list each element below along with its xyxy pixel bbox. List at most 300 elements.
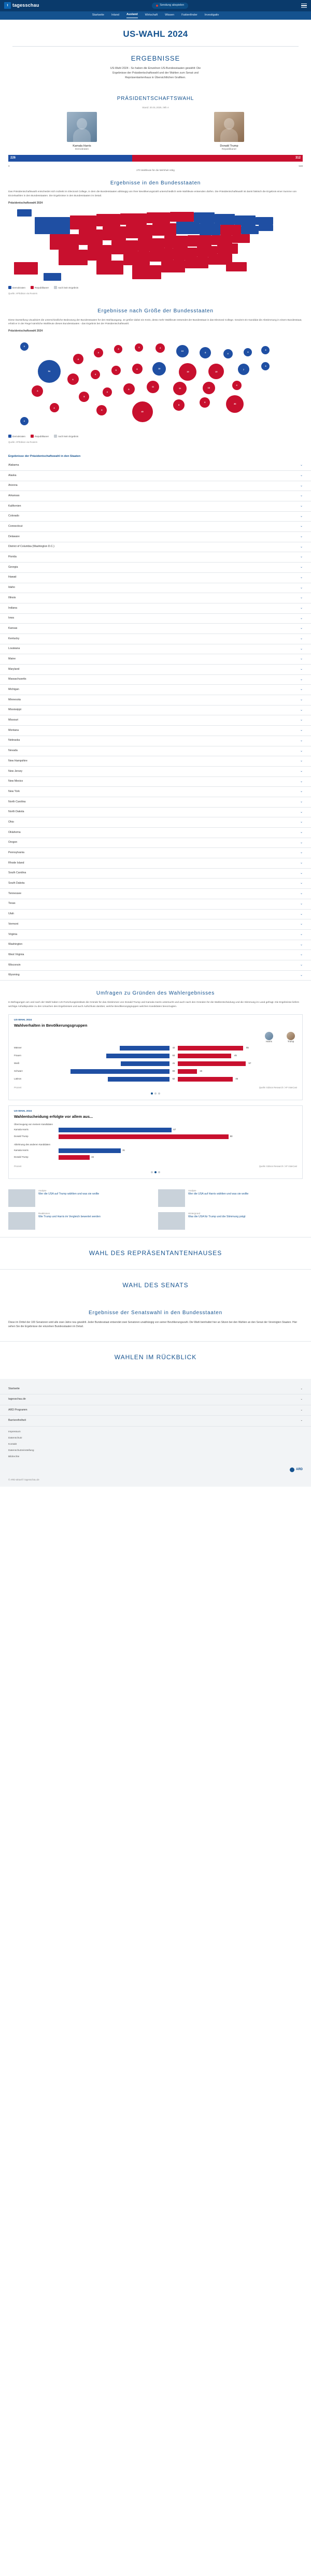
chevron-down-icon[interactable]: ⌄ <box>300 729 303 732</box>
chevron-down-icon[interactable]: ⌄ <box>300 892 303 896</box>
bubble-state[interactable]: 11 <box>173 382 187 395</box>
legend-item-none: noch kein Ergebnis <box>54 435 78 439</box>
us-electoral-bubble-map[interactable] <box>8 334 303 433</box>
bubble-state[interactable]: 8 <box>200 347 211 358</box>
carousel-dot-2[interactable] <box>154 1092 157 1095</box>
carousel-dot-3[interactable] <box>158 1092 160 1095</box>
state-cell[interactable] <box>185 257 208 269</box>
teaser-title[interactable]: Wer die USA auf Harris wählten und was sie wollte <box>188 1192 249 1196</box>
teaser-kicker: Analyse <box>188 1189 196 1192</box>
chevron-down-icon[interactable]: ⌄ <box>300 555 303 559</box>
series-trump <box>287 1032 295 1043</box>
chart-kicker: US-WAHL 2024 <box>14 1018 32 1021</box>
state-cell[interactable] <box>220 225 241 235</box>
carousel-dot-1[interactable] <box>151 1171 153 1173</box>
state-row[interactable]: Alaska ⌄ <box>0 471 311 481</box>
electoral-result-bar <box>0 152 311 164</box>
teaser-card[interactable] <box>8 1189 153 1207</box>
state-cell[interactable] <box>35 217 70 234</box>
state-cell[interactable] <box>164 236 188 248</box>
chevron-down-icon[interactable]: ⌄ <box>300 718 303 722</box>
chevron-down-icon[interactable]: ⌄ <box>300 545 303 549</box>
section-heading-ergebnisse: ERGEBNISSE <box>131 54 180 62</box>
majority-note: 270 Wahlleute für die Mehrheit nötig <box>136 169 175 172</box>
page-intro <box>40 66 271 80</box>
chevron-down-icon[interactable]: ⌄ <box>300 831 303 834</box>
nav-item-faktenfinder[interactable]: Faktenfinder <box>181 13 197 17</box>
chart-source: Quelle: Edison Research / AP VoteCast <box>259 1086 297 1089</box>
bubble-state[interactable]: 10 <box>152 362 166 376</box>
bubble-state[interactable]: 5 <box>111 366 121 375</box>
chart-card-wahlentscheidung <box>8 1105 303 1179</box>
nav-item-wirtschaft[interactable]: Wirtschaft <box>145 13 158 17</box>
copyright: © ARD-aktuell / tagesschau.de <box>8 1478 39 1481</box>
map-legend <box>8 286 303 290</box>
bubble-state[interactable]: 54 <box>38 360 61 383</box>
row-label: Männer <box>14 1046 22 1049</box>
nav-item-investigativ[interactable]: Investigativ <box>204 13 219 17</box>
map-bubbles-source: Quelle: AP/Edison via Reuters <box>8 441 38 444</box>
bubble-state[interactable]: 4 <box>232 381 242 390</box>
chevron-down-icon[interactable]: ⌄ <box>300 464 303 467</box>
state-row[interactable]: Massachusetts ⌄ <box>0 675 311 685</box>
harris-portrait <box>67 112 97 142</box>
chart-source: Quelle: Edison Research / AP VoteCast <box>259 1164 297 1168</box>
teaser-title[interactable]: Wer die USA auf Trump wählten und was sie wollte <box>38 1192 100 1196</box>
bubble-state[interactable]: 9 <box>200 397 210 408</box>
state-cell[interactable] <box>256 217 273 225</box>
state-row[interactable]: Maine ⌄ <box>0 654 311 665</box>
chevron-down-icon[interactable]: ⌄ <box>300 963 303 967</box>
bubble-state[interactable]: 16 <box>203 382 215 394</box>
bubble-state[interactable]: 8 <box>173 399 185 411</box>
state-row[interactable]: Delaware ⌄ <box>0 532 311 542</box>
row-label: Kamala Harris <box>14 1128 29 1131</box>
state-cell[interactable] <box>241 226 259 235</box>
bubble-state[interactable]: 5 <box>96 405 107 415</box>
map-bubbles-description: Diese Darstellung visualisiert die unterschiedliche Bedeutung der Bundesstaaten für den Wahlausgang. Je größer dabei ein Kreis, desto mehr Wahlleute entsendet der Bundesstaat in das Electoral College. Gewinnt ein Kandidat die Abstimmung in einem Bundesstaat, erhält er in der Regel sämtliche Wahlleute dieses Bundesstaates - das Ergebnis bei der Präsidentschaftswahl. <box>8 319 302 326</box>
state-cell[interactable] <box>200 223 220 235</box>
state-row[interactable]: Nebraska ⌄ <box>0 736 311 746</box>
footer-link-impressum[interactable]: Impressum <box>8 1430 21 1433</box>
bubble-state[interactable]: 10 <box>176 345 189 357</box>
chevron-down-icon[interactable]: ⌄ <box>300 668 303 671</box>
chevron-down-icon[interactable]: ⌄ <box>300 800 303 803</box>
state-row[interactable]: District of Columbia (Washington D.C.) ⌄ <box>0 542 311 553</box>
state-row[interactable]: North Carolina ⌄ <box>0 797 311 808</box>
footer-row[interactable]: Startseite ⌄ <box>0 1384 311 1395</box>
footer-bottom <box>0 1463 311 1478</box>
chevron-down-icon[interactable]: ⌄ <box>300 708 303 712</box>
chart-unit: Prozent <box>14 1086 22 1089</box>
bubble-state[interactable]: 4 <box>103 387 112 397</box>
state-row[interactable]: Louisiana ⌄ <box>0 644 311 655</box>
state-cell[interactable] <box>79 229 102 245</box>
chevron-down-icon[interactable]: ⌄ <box>300 912 303 916</box>
state-row[interactable]: Wisconsin ⌄ <box>0 960 311 971</box>
state-list-heading: Ergebnisse der Präsidentschaftswahl in den Staaten <box>8 455 81 458</box>
state-cell[interactable] <box>217 243 238 254</box>
chevron-down-icon[interactable]: ⌄ <box>300 616 303 620</box>
bubble-state[interactable]: 6 <box>67 373 79 385</box>
intro-line-1: US-Wahl 2024 - So haben die Einzelnen US-Bundesstaaten gewählt: Die <box>110 67 201 70</box>
heading-senat: WAHL DES SENATS <box>122 1282 189 1289</box>
teaser-kicker: Hintergrund <box>188 1212 200 1215</box>
state-row[interactable]: Kansas ⌄ <box>0 624 311 634</box>
bubble-state[interactable]: 3 <box>135 343 143 352</box>
top-bar <box>0 0 311 11</box>
map-bubbles-legend <box>8 435 303 439</box>
state-cell[interactable] <box>235 215 256 226</box>
nav-item-startseite[interactable]: Startseite <box>92 13 104 17</box>
chevron-down-icon[interactable]: ⌄ <box>300 514 303 518</box>
state-row[interactable]: South Carolina ⌄ <box>0 869 311 879</box>
site-logo[interactable] <box>4 2 39 9</box>
bubble-state[interactable]: 5 <box>79 392 89 402</box>
state-cell[interactable] <box>96 261 123 275</box>
chevron-down-icon[interactable]: ⌄ <box>300 525 303 528</box>
state-cell[interactable] <box>96 214 120 226</box>
chevron-down-icon[interactable]: ⌄ <box>300 902 303 905</box>
hero <box>0 20 311 90</box>
result-status: Stand: 20.01.2025, 08h A <box>142 106 169 109</box>
hamburger-icon[interactable] <box>301 4 307 8</box>
footer-links <box>0 1427 311 1463</box>
teaser-card[interactable] <box>8 1212 153 1230</box>
chevron-down-icon[interactable]: ⌄ <box>300 851 303 855</box>
chevron-down-icon[interactable]: ⌄ <box>300 780 303 783</box>
chart-plot <box>14 1045 297 1082</box>
intro-line-3: Repräsentantenhaus in Übersichtlichen Grafiken. <box>125 76 186 79</box>
state-row[interactable]: Georgia ⌄ <box>0 563 311 573</box>
group-label: Ablehnung des anderen Kandidaten <box>14 1143 51 1146</box>
teaser-image <box>8 1212 35 1230</box>
state-row[interactable]: Minnesota ⌄ <box>0 695 311 706</box>
main-nav <box>0 11 311 20</box>
chevron-down-icon[interactable]: ⌄ <box>300 473 303 477</box>
state-row[interactable]: Arkansas ⌄ <box>0 491 311 501</box>
bubble-state[interactable]: 6 <box>73 354 83 364</box>
legend-item-dem: Demokraten <box>8 286 25 290</box>
chevron-down-icon[interactable]: ⌄ <box>300 943 303 946</box>
bubble-state[interactable]: 7 <box>238 364 249 375</box>
state-row[interactable]: Michigan ⌄ <box>0 685 311 695</box>
chevron-down-icon[interactable]: ⌄ <box>300 923 303 926</box>
bubble-state[interactable]: 4 <box>50 403 59 412</box>
state-row[interactable]: Colorado ⌄ <box>0 512 311 522</box>
bubble-state[interactable]: 4 <box>91 370 100 379</box>
chevron-down-icon[interactable]: ⌄ <box>300 882 303 885</box>
candidate-name: Kamala Harris <box>73 144 91 148</box>
teaser-kicker: Reaktionen <box>38 1212 50 1215</box>
state-row[interactable]: Washington ⌄ <box>0 940 311 951</box>
teaser-title[interactable]: Wie Trump und Harris im Vergleich bewertet werden <box>38 1215 101 1219</box>
candidate-party: Demokraten <box>75 148 89 151</box>
state-row[interactable]: Connecticut ⌄ <box>0 522 311 532</box>
state-row[interactable]: Florida ⌄ <box>0 552 311 563</box>
chevron-down-icon[interactable]: ⌄ <box>300 1408 303 1412</box>
state-row[interactable]: Nevada ⌄ <box>0 746 311 757</box>
state-row[interactable]: Ohio ⌄ <box>0 817 311 828</box>
chevron-down-icon[interactable]: ⌄ <box>300 1398 303 1401</box>
live-area <box>43 3 298 9</box>
state-row[interactable]: Tennessee ⌄ <box>0 889 311 899</box>
carousel-dot-1[interactable] <box>151 1092 153 1095</box>
state-cell[interactable] <box>188 235 211 247</box>
row-label: Kamala Harris <box>14 1148 29 1152</box>
footer-row[interactable]: tagesschau.de ⌄ <box>0 1394 311 1405</box>
chevron-down-icon[interactable]: ⌄ <box>300 810 303 814</box>
map-states-label: Präsidentschaftswahl 2024 <box>8 201 43 205</box>
chevron-down-icon[interactable]: ⌄ <box>300 953 303 957</box>
state-row[interactable]: Rhode Island ⌄ <box>0 858 311 869</box>
state-row[interactable]: Arizona ⌄ <box>0 481 311 492</box>
chevron-down-icon[interactable]: ⌄ <box>300 698 303 702</box>
state-cell[interactable] <box>152 223 176 236</box>
state-cell[interactable] <box>226 262 247 271</box>
state-row[interactable]: Indiana ⌄ <box>0 603 311 614</box>
chevron-down-icon[interactable]: ⌄ <box>300 769 303 773</box>
state-row[interactable]: Montana ⌄ <box>0 726 311 736</box>
teaser-kicker: Analyse <box>38 1189 47 1192</box>
ard-logo[interactable] <box>290 1467 303 1472</box>
state-row[interactable]: New Hampshire ⌄ <box>0 756 311 767</box>
chevron-down-icon[interactable]: ⌄ <box>300 566 303 569</box>
chart-series-legend <box>14 1032 297 1043</box>
state-row[interactable]: Hawaii ⌄ <box>0 573 311 583</box>
row-label: Latinos <box>14 1077 22 1081</box>
row-label: Frauen <box>14 1054 21 1057</box>
series-name: Harris <box>266 1040 272 1043</box>
carousel-dots[interactable] <box>14 1171 297 1173</box>
teaser-title[interactable]: Was die USA für Trump und die Stimmung prägt <box>188 1215 246 1219</box>
harris-mini-photo <box>265 1032 273 1040</box>
state-cell[interactable] <box>70 215 96 229</box>
state-cell[interactable] <box>150 248 173 262</box>
heading-umfragen: Umfragen zu Gründen des Wahlergebnisses <box>96 990 215 997</box>
chevron-down-icon[interactable]: ⌄ <box>300 1387 303 1390</box>
site-logo-text: tagesschau <box>12 3 39 8</box>
play-live-button[interactable] <box>152 3 188 9</box>
chevron-down-icon[interactable]: ⌄ <box>300 749 303 753</box>
state-row[interactable]: Mississippi ⌄ <box>0 706 311 716</box>
bubble-state[interactable]: 4 <box>94 348 103 357</box>
page-title: US-WAHL 2024 <box>123 29 188 39</box>
chevron-down-icon[interactable]: ⌄ <box>300 821 303 824</box>
chevron-down-icon[interactable]: ⌄ <box>300 596 303 600</box>
chevron-down-icon[interactable]: ⌄ <box>300 841 303 844</box>
state-cell[interactable] <box>132 265 162 279</box>
map-bubbles-label: Präsidentschaftswahl 2024 <box>8 329 43 333</box>
senate-states-block <box>0 1301 311 1341</box>
result-scale <box>0 164 311 168</box>
state-cell[interactable] <box>120 213 147 225</box>
state-cell[interactable] <box>176 222 200 234</box>
state-row[interactable]: Oklahoma ⌄ <box>0 828 311 838</box>
teaser-card[interactable] <box>158 1212 303 1230</box>
footer-row[interactable]: Barrierefreiheit ⌄ <box>0 1416 311 1427</box>
footer-link-datenschutzeinstellung[interactable]: Datenschutzeinstellung <box>8 1449 34 1452</box>
state-cell[interactable] <box>44 273 61 281</box>
state-row[interactable]: Iowa ⌄ <box>0 614 311 624</box>
trump-portrait <box>214 112 244 142</box>
state-cell[interactable] <box>17 209 32 217</box>
nav-item-wissen[interactable]: Wissen <box>165 13 175 17</box>
teaser-card[interactable] <box>158 1189 303 1207</box>
footer-link-kontakt[interactable]: Kontakt <box>8 1443 17 1446</box>
series-harris <box>265 1032 273 1043</box>
state-cell[interactable] <box>170 212 193 222</box>
footer-link-bildrechte[interactable]: Bildrechte <box>8 1455 20 1458</box>
state-cell[interactable] <box>59 250 88 265</box>
bubble-state[interactable]: 6 <box>32 385 43 397</box>
teaser-image <box>158 1212 185 1230</box>
state-row[interactable]: Utah ⌄ <box>0 910 311 920</box>
bubble-state[interactable]: 4 <box>223 349 233 358</box>
nav-item-inland[interactable]: Inland <box>111 13 119 17</box>
chevron-down-icon[interactable]: ⌄ <box>300 637 303 640</box>
bar-rep-value: 312 <box>132 155 303 162</box>
state-cell[interactable] <box>259 225 273 231</box>
bubble-state[interactable]: 40 <box>132 401 153 422</box>
bubble-state[interactable]: 3 <box>261 362 270 370</box>
state-row[interactable]: New Jersey ⌄ <box>0 767 311 777</box>
senate-states-description: Diese im Drittel der 100 Senatoren wird alle zwei Jahre neu gewählt. Jeder Bundesstaat entsendet zwei Senatoren unabhängig von seiner Bevölkerungszahl. Die Wahl beinhaltet hier an Sitzen bei den Wahlen an den Senat der Vereinigten Staaten. Hier sehen Sie die Ergebnisse der einzelnen Bundesstaaten im Detail. <box>8 1320 298 1329</box>
state-row[interactable]: New York ⌄ <box>0 787 311 797</box>
row-label: Donald Trump <box>14 1135 29 1138</box>
intro-line-2: Ergebnisse der Präsidentschaftswahl und der Wahlen zum Senat und <box>112 71 199 75</box>
chevron-down-icon[interactable]: ⌄ <box>300 678 303 681</box>
chevron-down-icon[interactable]: ⌄ <box>300 586 303 589</box>
section-house <box>0 1237 311 1269</box>
state-row[interactable]: Idaho ⌄ <box>0 583 311 594</box>
state-cell[interactable] <box>161 260 185 272</box>
state-row[interactable]: Pennsylvania ⌄ <box>0 848 311 858</box>
chevron-down-icon[interactable]: ⌄ <box>300 1419 303 1422</box>
state-row[interactable]: Missouri ⌄ <box>0 715 311 726</box>
state-cell[interactable] <box>232 234 250 243</box>
chart-row: Frauen 53 45 <box>14 1053 297 1059</box>
state-row[interactable]: New Mexico ⌄ <box>0 777 311 787</box>
carousel-dots[interactable] <box>14 1092 297 1095</box>
heading-repraesentantenhaus: WAHL DES REPRÄSENTANTENHAUSES <box>89 1249 222 1257</box>
chevron-down-icon[interactable]: ⌄ <box>300 535 303 539</box>
map-source: Quelle: AP/Edison via Reuters <box>8 292 38 295</box>
map-states-description: Das Präsidentschaftswahl entscheidet sich indirekt im Electoral College, in dem die Bundesstaaten abhängig von ihrer Bevölkerungszahl unterschiedlich viele Wahlleute entsenden dürfen. Die Präsidentschaftswahl ist damit faktisch die Ergebnis einer Summe von Einzelwahlen in den Bundesstaaten. Die Ergebnisse in den Bundesstaaten im Detail. <box>8 191 297 198</box>
candidate-name: Donald Trump <box>220 144 238 148</box>
chart-row: Schwarz 83 16 <box>14 1069 297 1074</box>
scale-right: 538 <box>299 164 303 167</box>
state-cell[interactable] <box>88 245 111 261</box>
footer-link-datenschutz[interactable]: Datenschutz <box>8 1436 22 1440</box>
state-row[interactable]: Kentucky ⌄ <box>0 634 311 644</box>
state-cell[interactable] <box>14 262 37 275</box>
bubble-state[interactable]: 3 <box>20 342 29 351</box>
candidate-party: Republikaner <box>221 148 237 151</box>
carousel-dot-3[interactable] <box>158 1171 160 1173</box>
state-cell[interactable] <box>103 226 126 240</box>
state-row[interactable]: Oregon ⌄ <box>0 838 311 848</box>
state-row[interactable]: Wyoming ⌄ <box>0 971 311 981</box>
bubble-state[interactable]: 3 <box>114 345 122 353</box>
chevron-down-icon[interactable]: ⌄ <box>300 932 303 936</box>
chart-row: Donald Trump 83 <box>14 1134 297 1139</box>
chevron-down-icon[interactable]: ⌄ <box>300 790 303 794</box>
chevron-down-icon[interactable]: ⌄ <box>300 657 303 661</box>
chevron-down-icon[interactable]: ⌄ <box>300 759 303 763</box>
live-label: Sendung abspielen <box>160 4 185 7</box>
state-row[interactable]: Texas ⌄ <box>0 899 311 910</box>
heading-senate-states: Ergebnisse der Senatswahl in den Bundesstaaten <box>88 1310 223 1316</box>
state-cell[interactable] <box>50 234 79 250</box>
chart-kicker: US-WAHL 2024 <box>14 1110 32 1113</box>
chart-title: Wahlverhalten in Bevölkerungsgruppen <box>14 1023 88 1028</box>
state-row[interactable]: Kalifornien ⌄ <box>0 501 311 512</box>
chart-row: Donald Trump 15 <box>14 1155 297 1160</box>
state-cell[interactable] <box>147 212 170 223</box>
bubble-state[interactable]: 6 <box>123 383 135 395</box>
ard-logo-text: ARD <box>296 1467 303 1471</box>
chevron-down-icon[interactable]: ⌄ <box>300 505 303 508</box>
section-senate <box>0 1269 311 1301</box>
chevron-down-icon[interactable]: ⌄ <box>300 575 303 579</box>
state-row[interactable]: Maryland ⌄ <box>0 665 311 675</box>
bubble-state[interactable]: 19 <box>179 363 196 381</box>
chevron-down-icon[interactable]: ⌄ <box>300 861 303 865</box>
chart-row: Weiß 41 57 <box>14 1061 297 1067</box>
map-states-block <box>0 172 311 300</box>
chevron-down-icon[interactable]: ⌄ <box>300 647 303 651</box>
legend-item-none: noch kein Ergebnis <box>54 286 78 290</box>
chart-row: Latinos 52 46 <box>14 1076 297 1082</box>
state-cell[interactable] <box>126 225 152 238</box>
nav-item-ausland[interactable]: Ausland <box>126 13 138 19</box>
footer-row[interactable]: ARD Programm ⌄ <box>0 1405 311 1416</box>
chevron-down-icon[interactable]: ⌄ <box>300 871 303 875</box>
legend-item-rep: Republikaner <box>31 286 49 290</box>
bubble-state[interactable]: 3 <box>244 348 252 356</box>
chevron-down-icon[interactable]: ⌄ <box>300 973 303 977</box>
polls-description: In Befragungen am und nach der Wahl haben US-Forschungsinstitute die Gründe für das Abstimmen von Donald Trump und Kamala Harris untersucht und auch nach den Gründen für die Wahlentscheidung und die Stimmung im Land gefragt. Die Ergebnisse liefern wichtige Anhaltspunkte zu den Ursachen des Ergebnisses und auch Aufschluss darüber, welche Bevölkerungsgruppen welchen Kandidaten bevorzugten. <box>8 1001 300 1008</box>
bubble-state[interactable]: 15 <box>208 364 224 379</box>
carousel-dot-2[interactable] <box>154 1171 157 1173</box>
state-row[interactable]: Illinois ⌄ <box>0 593 311 603</box>
state-row[interactable]: South Dakota ⌄ <box>0 879 311 889</box>
state-cell[interactable] <box>123 251 150 265</box>
bubble-state[interactable]: 30 <box>226 395 244 413</box>
state-row[interactable]: Vermont ⌄ <box>0 919 311 930</box>
state-row[interactable]: Alabama ⌄ <box>0 460 311 471</box>
bubble-state[interactable]: 3 <box>261 346 270 354</box>
state-row[interactable]: North Dakota ⌄ <box>0 808 311 818</box>
chevron-down-icon[interactable]: ⌄ <box>300 494 303 498</box>
candidate-row <box>0 110 311 152</box>
chevron-down-icon[interactable]: ⌄ <box>300 688 303 692</box>
bubble-state[interactable]: 11 <box>147 381 159 393</box>
bubble-state[interactable]: 4 <box>20 417 29 425</box>
chevron-down-icon[interactable]: ⌄ <box>300 484 303 487</box>
state-row[interactable]: Virginia ⌄ <box>0 930 311 940</box>
teaser-grid <box>0 1184 311 1237</box>
bubble-state[interactable]: 4 <box>156 343 165 353</box>
bubble-state[interactable]: 6 <box>132 364 143 374</box>
chevron-down-icon[interactable]: ⌄ <box>300 627 303 630</box>
chevron-down-icon[interactable]: ⌄ <box>300 606 303 610</box>
us-states-choropleth[interactable] <box>8 206 303 284</box>
section-retrospect <box>0 1341 311 1373</box>
state-row[interactable]: West Virginia ⌄ <box>0 950 311 960</box>
chevron-down-icon[interactable]: ⌄ <box>300 739 303 742</box>
